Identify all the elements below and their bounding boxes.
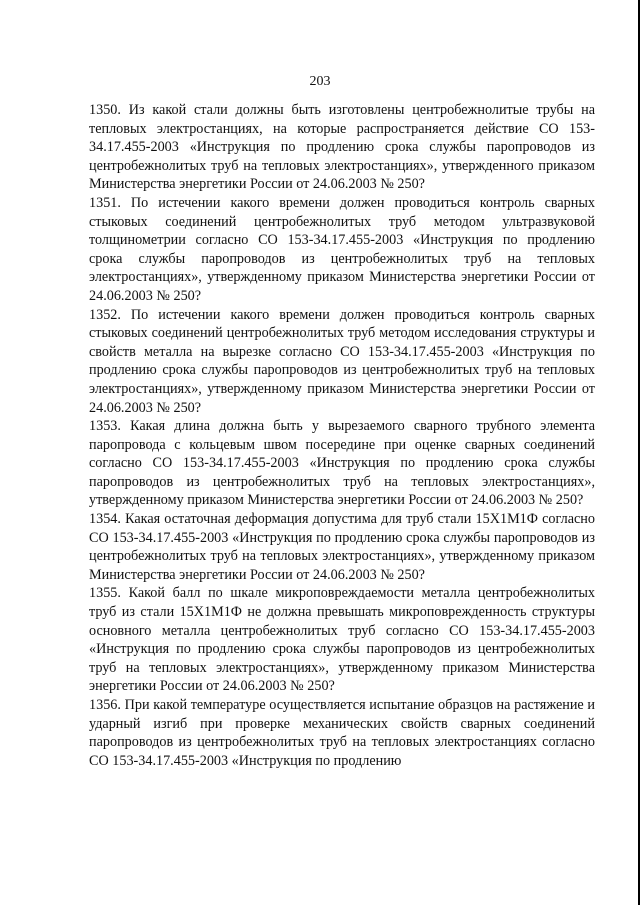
question-1353: 1353. Какая длина должна быть у вырезаемого сварного трубного элемента паропровода с кольцевым швом посередине при оценке сварных соединений согласно СО 153-34.17.455-2003 «Инструкция по продлению срока службы паропроводов из центробежнолитых труб на тепловых электростанциях», утвержденному приказом Министерства энергетики России от 24.06.2003 № 250? (89, 418, 595, 509)
question-1355: 1355. Какой балл по шкале микроповреждаемости металла центробежнолитых труб из стали 15Х1М1Ф не должна превышать микроповрежденность структуры основного металла центробежнолитых труб согласно СО 153-34.17.455-2003 «Инструкция по продлению срока службы паропроводов из центробежнолитых труб на тепловых электростанциях», утвержденному приказом Министерства энергетики России от 24.06.2003 № 250? (89, 585, 595, 695)
question-1351: 1351. По истечении какого времени должен проводиться контроль сварных стыковых соединений центробежнолитых труб методом ультразвуковой толщинометрии согласно СО 153-34.17.455-2003 «Инструкция по продлению срока службы паропроводов из центробежнолитых труб на тепловых электростанциях», утвержденному приказом Министерства энергетики России от 24.06.2003 № 250? (89, 194, 595, 304)
question-1350: 1350. Из какой стали должны быть изготовлены центробежнолитые трубы на тепловых электростанциях, на которые распространяется действие СО 153-34.17.455-2003 «Инструкция по продлению срока службы паропроводов из центробежнолитых труб на тепловых электростанциях», утвержденного приказом Министерства энергетики России от 24.06.2003 № 250? (89, 102, 595, 193)
question-1352: 1352. По истечении какого времени должен проводиться контроль сварных стыковых соединений центробежнолитых труб методом исследования структуры и свойств металла на вырезке согласно СО 153-34.17.455-2003 «Инструкция по продлению срока службы паропроводов из центробежнолитых труб на тепловых электростанциях», утвержденному приказом Министерства энергетики России от 24.06.2003 № 250? (89, 306, 595, 416)
page-body (89, 101, 595, 770)
question-1356: 1356. При какой температуре осуществляется испытание образцов на растяжение и ударный изгиб при проверке механических свойств сварных соединений паропроводов из центробежнолитых труб на тепловых электростанциях согласно СО 153-34.17.455-2003 «Инструкция по продлению (89, 697, 595, 769)
page-number: 203 (309, 74, 331, 89)
question-1354: 1354. Какая остаточная деформация допустима для труб стали 15Х1М1Ф согласно СО 153-34.17.455-2003 «Инструкция по продлению срока службы паропроводов из центробежнолитых труб на тепловых электростанциях», утвержденному приказом Министерства энергетики России от 24.06.2003 № 250? (89, 511, 595, 583)
